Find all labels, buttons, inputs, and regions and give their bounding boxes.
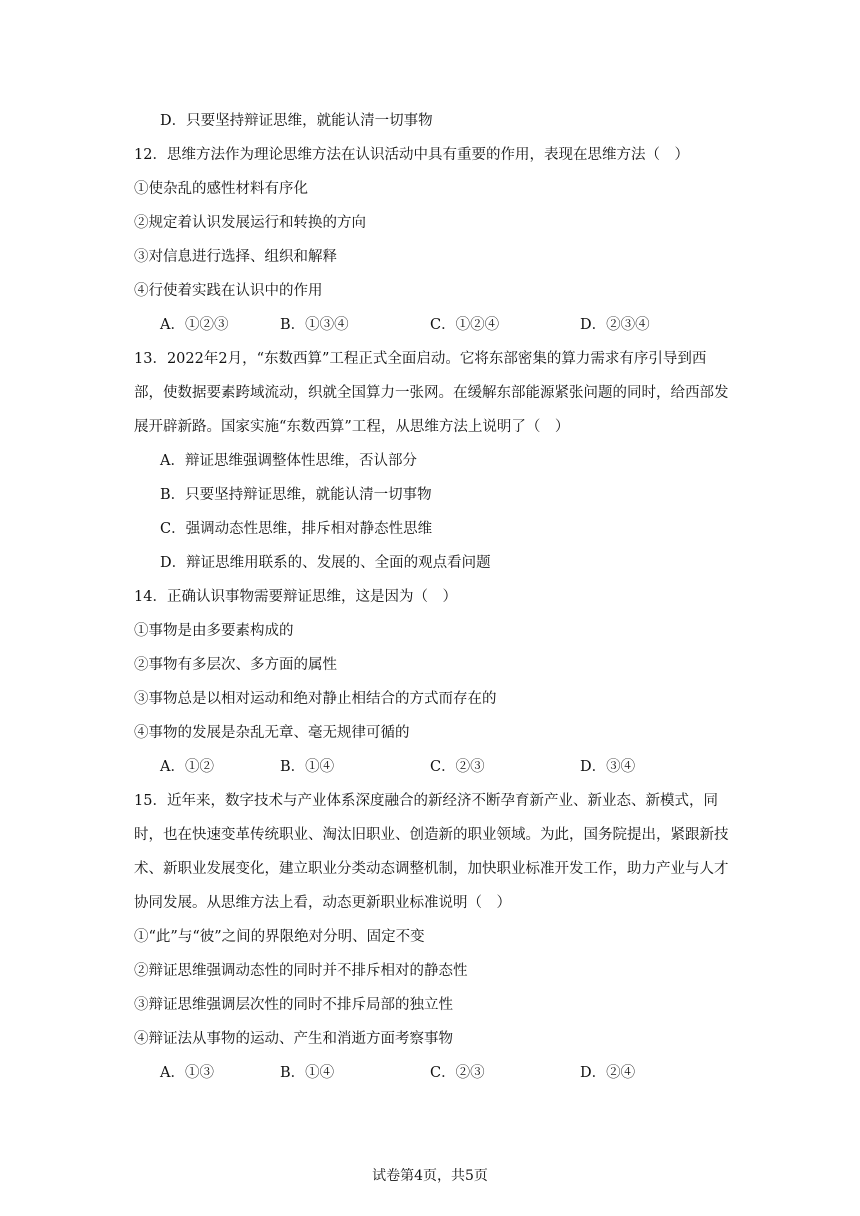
q15-options bbox=[160, 1063, 760, 1083]
q14-item-1: ①事物是由多要素构成的 bbox=[134, 623, 294, 639]
q12-stem: 12．思维方法作为理论思维方法在认识活动中具有重要的作用，表现在思维方法（ ） bbox=[134, 147, 689, 163]
q11-option-d: D．只要坚持辩证思维，就能认清一切事物 bbox=[160, 113, 433, 129]
q15-option-c: C．②③ bbox=[430, 1065, 485, 1081]
q14-stem: 14．正确认识事物需要辩证思维，这是因为（ ） bbox=[134, 589, 457, 605]
q13-option-c: C．强调动态性思维，排斥相对静态性思维 bbox=[160, 521, 433, 537]
page-footer: 试卷第4页，共5页 bbox=[372, 1168, 488, 1184]
q14-item-3: ③事物总是以相对运动和绝对静止相结合的方式而存在的 bbox=[134, 691, 497, 707]
q14-option-a: A．①② bbox=[160, 759, 214, 775]
q12-option-a: A．①②③ bbox=[160, 317, 229, 333]
q14-item-4: ④事物的发展是杂乱无章、毫无规律可循的 bbox=[134, 725, 410, 741]
q14-item-2: ②事物有多层次、多方面的属性 bbox=[134, 657, 337, 673]
q12-option-d: D．②③④ bbox=[580, 317, 650, 333]
q14-option-b: B．①④ bbox=[280, 759, 335, 775]
q14-option-c: C．②③ bbox=[430, 759, 485, 775]
q15-item-3: ③辩证思维强调层次性的同时不排斥局部的独立性 bbox=[134, 997, 453, 1013]
q15-option-a: A．①③ bbox=[160, 1065, 214, 1081]
q15-item-1: ①“此”与“彼”之间的界限绝对分明、固定不变 bbox=[134, 929, 425, 945]
q15-option-d: D．②④ bbox=[580, 1065, 636, 1081]
q15-stem: 15．近年来，数字技术与产业体系深度融合的新经济不断孕育新产业、新业态、新模式，同时，也在快速变革传统职业、淘汰旧职业、创造新的职业领域。为此，国务院提出，紧跟新技术、新职业发展变化，建立职业分类动态调整机制，加快职业标准开发工作，助力产业与人才协同发展。从思维方法上看，动态更新职业标准说明（ ） bbox=[134, 793, 729, 911]
q13-stem: 13．2022年2月，“东数西算”工程正式全面启动。它将东部密集的算力需求有序引导到西部，使数据要素跨域流动，织就全国算力一张网。在缓解东部能源紧张问题的同时，给西部发展开辟新路。国家实施“东数西算”工程，从思维方法上说明了（ ） bbox=[134, 351, 729, 435]
q12-option-c: C．①②④ bbox=[430, 317, 500, 333]
q12-item-2: ②规定着认识发展运行和转换的方向 bbox=[134, 215, 366, 231]
q13-option-b: B．只要坚持辩证思维，就能认清一切事物 bbox=[160, 487, 432, 503]
q12-item-1: ①使杂乱的感性材料有序化 bbox=[134, 181, 308, 197]
q15-item-2: ②辩证思维强调动态性的同时并不排斥相对的静态性 bbox=[134, 963, 468, 979]
q14-option-d: D．③④ bbox=[580, 759, 636, 775]
q13-option-d: D．辩证思维用联系的、发展的、全面的观点看问题 bbox=[160, 555, 491, 571]
q12-item-3: ③对信息进行选择、组织和解释 bbox=[134, 249, 337, 265]
q14-options bbox=[160, 757, 760, 777]
q15-option-b: B．①④ bbox=[280, 1065, 335, 1081]
q15-item-4: ④辩证法从事物的运动、产生和消逝方面考察事物 bbox=[134, 1031, 453, 1047]
q12-options bbox=[160, 315, 760, 335]
q13-option-a: A．辩证思维强调整体性思维，否认部分 bbox=[160, 453, 417, 469]
q12-option-b: B．①③④ bbox=[280, 317, 349, 333]
q12-item-4: ④行使着实践在认识中的作用 bbox=[134, 283, 323, 299]
